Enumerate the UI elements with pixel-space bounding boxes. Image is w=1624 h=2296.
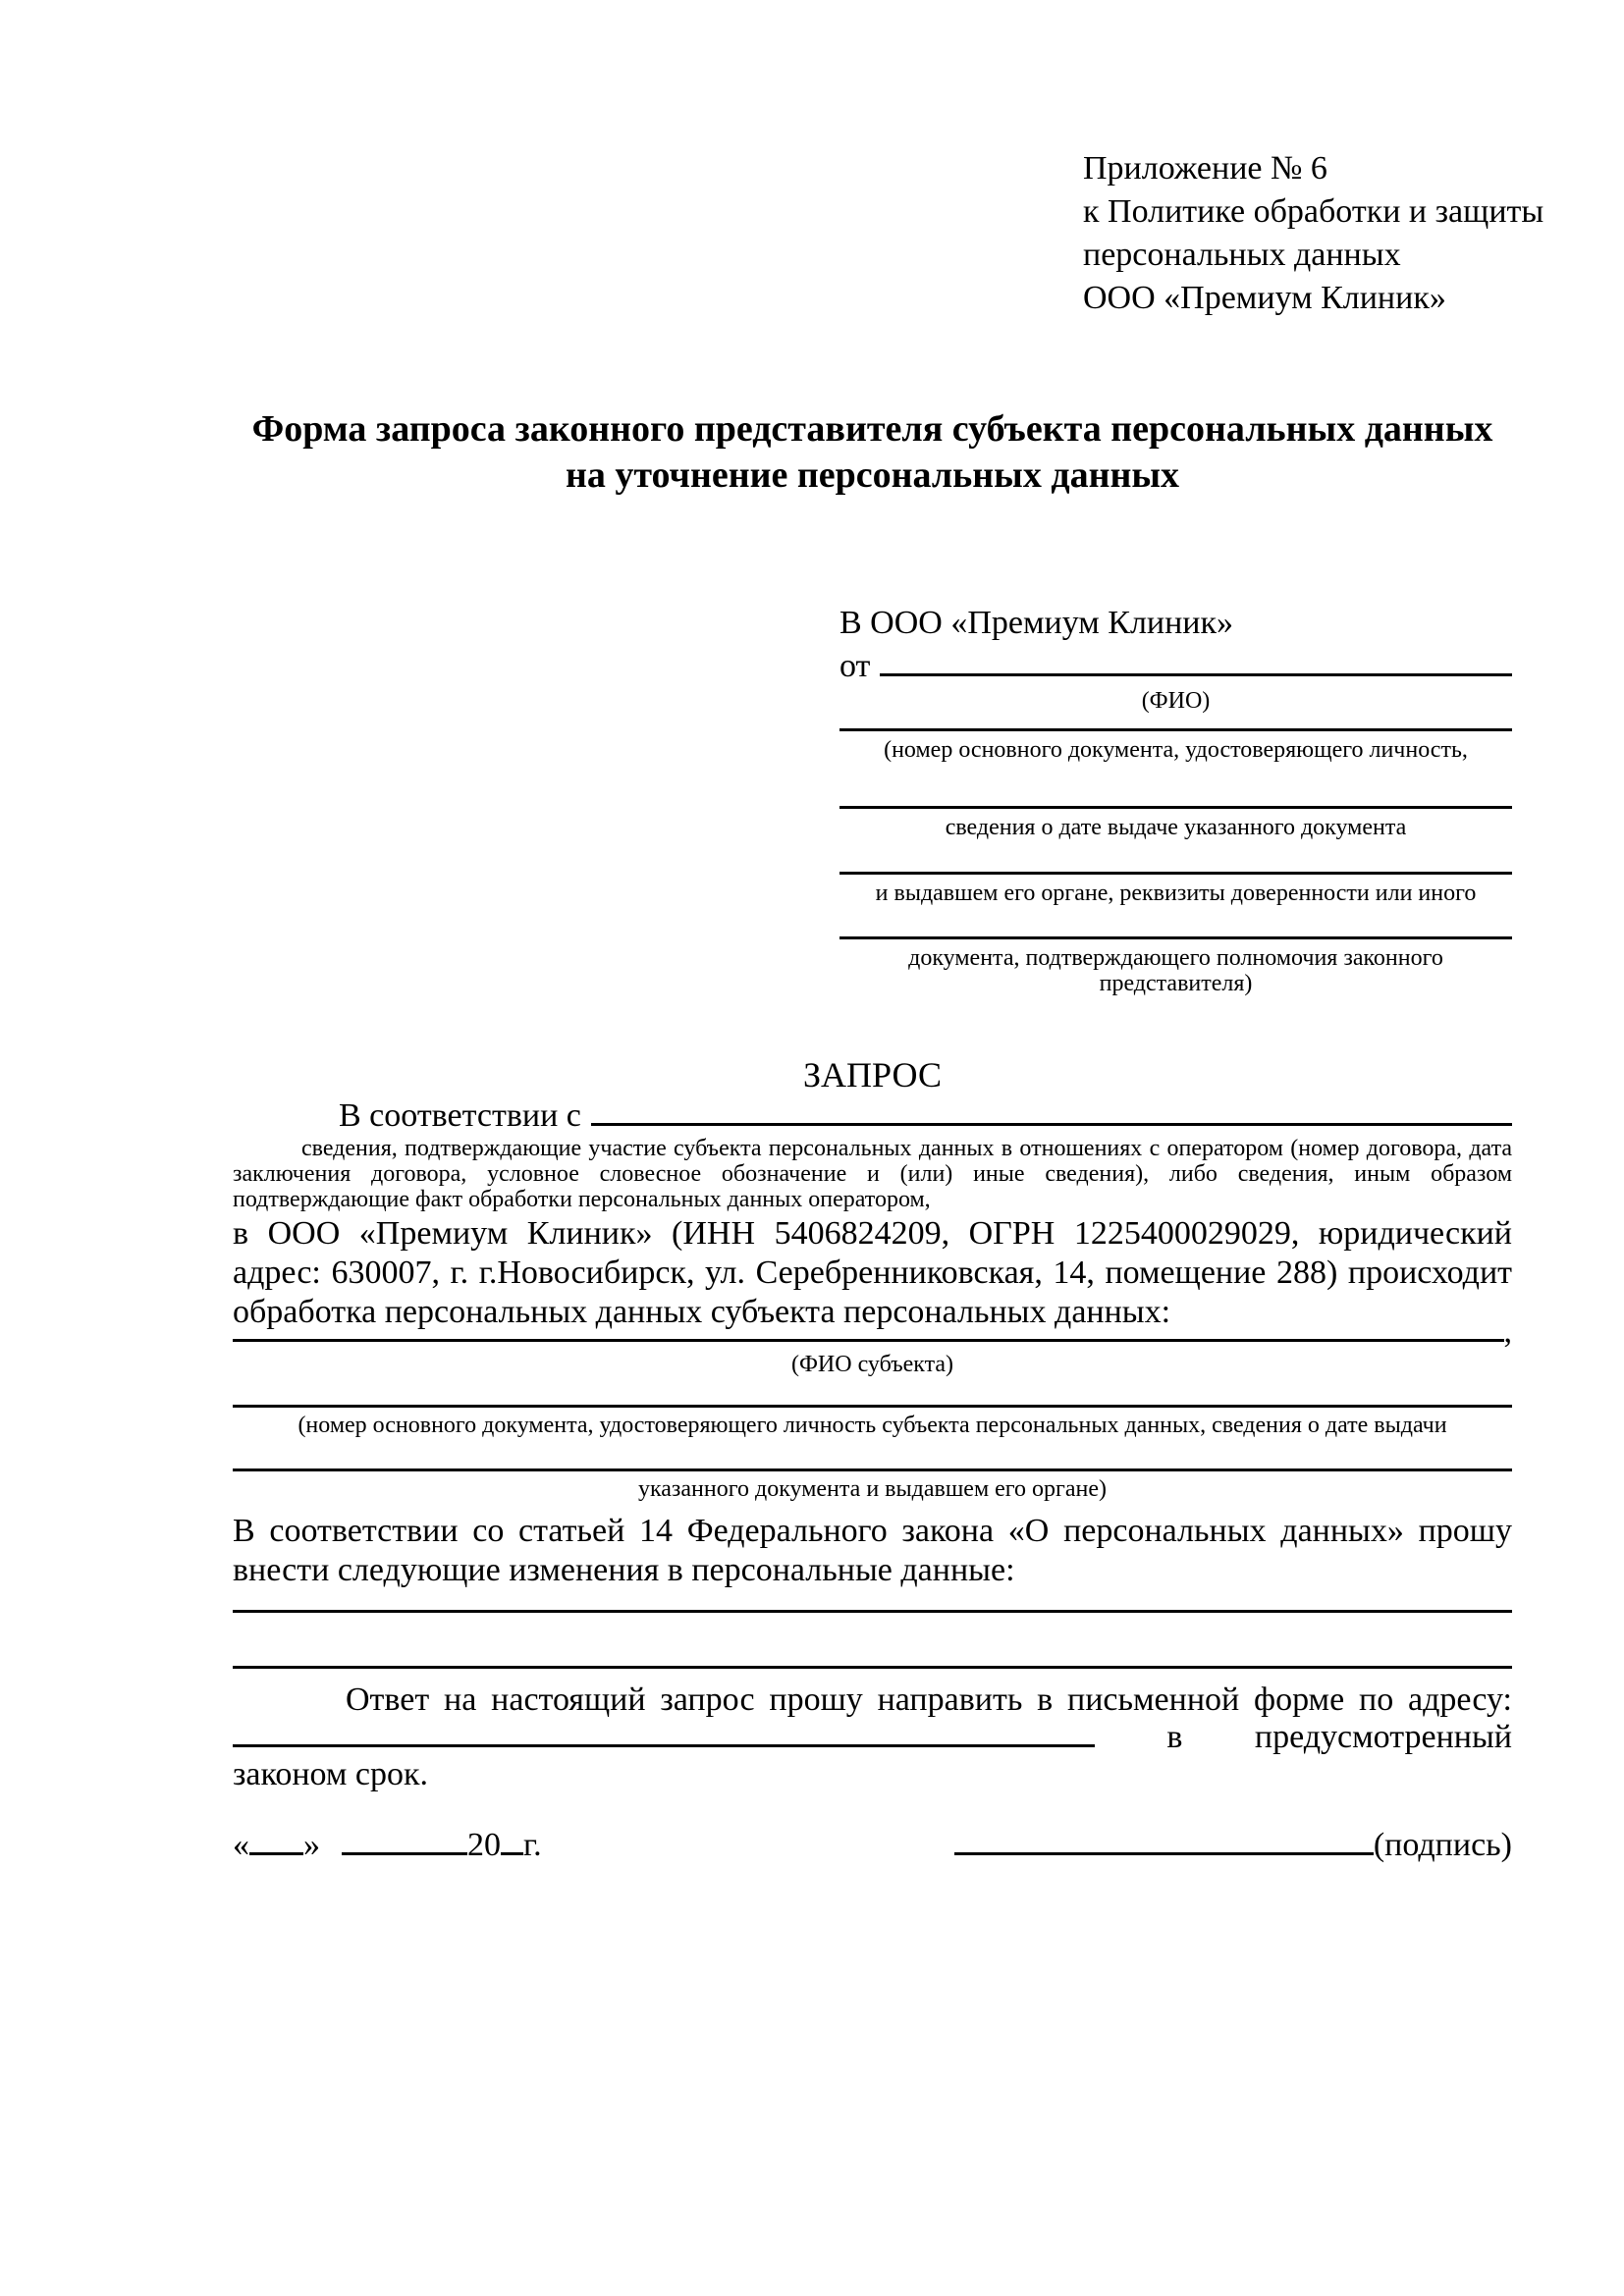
representative-doc-blank-line-4 — [839, 906, 1512, 939]
year-blank-line — [501, 1852, 523, 1855]
addressee-to: В ООО «Премиум Клиник» — [839, 605, 1234, 641]
day-blank-line — [249, 1852, 303, 1855]
representative-doc-blank-line-1 — [839, 714, 1512, 731]
appendix-header-line: Приложение № 6 — [1083, 150, 1327, 187]
reply-word-stipulated: предусмотренный — [1254, 1719, 1512, 1755]
date-field — [233, 1826, 542, 1865]
request-heading: ЗАПРОС — [803, 1055, 942, 1095]
from-label: от — [839, 648, 871, 684]
representative-doc-caption-3: и выдавшем его органе, реквизиты доверенности или иного — [875, 881, 1477, 906]
reply-word-in: в — [1166, 1719, 1183, 1755]
law-paragraph: В соответствии со статьей 14 Федерального закона «О персональных данных» прошу внести следующие изменения в персональные данные: — [233, 1513, 1512, 1588]
subject-doc-caption-1: (номер основного документа, удостоверяющего личность субъекта персональных данных, сведения о дате выдачи — [298, 1413, 1447, 1438]
appendix-header-line: персональных данных — [1083, 237, 1401, 273]
reply-paragraph-line-3: законом срок. — [233, 1756, 428, 1792]
representative-doc-caption-1: (номер основного документа, удостоверяющего личность, — [884, 737, 1468, 763]
changes-blank-line-2 — [233, 1613, 1512, 1669]
representative-doc-caption-2: сведения о дате выдаче указанного документа — [945, 815, 1407, 840]
representative-doc-blank-line-2 — [839, 763, 1512, 809]
signature-blank-line — [954, 1852, 1374, 1855]
subject-doc-caption-2: указанного документа и выдавшем его органе) — [637, 1476, 1108, 1502]
addressee-from-row — [839, 645, 1512, 688]
page-title-line-2: на уточнение персональных данных — [565, 454, 1180, 496]
appendix-header-line: к Политике обработки и защиты — [1083, 193, 1544, 230]
page-title-line-1: Форма запроса законного представителя субъекта персональных данных — [251, 408, 1493, 450]
subject-doc-blank-line-1 — [233, 1377, 1512, 1408]
reply-paragraph-line-1: Ответ на настоящий запрос прошу направить в письменной форме по адресу: — [346, 1682, 1512, 1718]
representative-fio-blank-line — [880, 673, 1512, 676]
year-prefix: 20 — [467, 1827, 501, 1863]
trailing-comma: , — [1503, 1313, 1512, 1350]
signature-field — [954, 1826, 1512, 1865]
year-suffix: г. — [523, 1827, 542, 1863]
representative-doc-blank-line-3 — [839, 840, 1512, 875]
quote-close: » — [303, 1827, 320, 1863]
subject-fio-caption: (ФИО субъекта) — [790, 1352, 954, 1377]
intro-row — [233, 1096, 1512, 1136]
intro-caption: сведения, подтверждающие участие субъекта персональных данных в отношениях с оператором (номер договора, дата заключения договора, условное словесное обозначение и (или) иные сведения), либо сведения, иным образом подтверждающие факт обработки персональных данных оператором, — [233, 1136, 1512, 1212]
changes-blank-line-1 — [233, 1590, 1512, 1613]
fio-caption: (ФИО) — [1141, 688, 1211, 714]
reply-address-blank-line — [233, 1744, 1095, 1747]
addressee-block — [839, 602, 1512, 996]
basis-blank-line — [591, 1123, 1512, 1126]
operator-paragraph: в ООО «Премиум Клиник» (ИНН 5406824209, ОГРН 1225400029029, юридический адрес: 630007, г. г.Новосибирск, ул. Серебренниковская, 14, помещение 288) происходит обработка персональных данных субъекта персональных данных: — [233, 1215, 1512, 1330]
footer-row — [233, 1826, 1512, 1865]
signature-caption: (подпись) — [1373, 1827, 1512, 1863]
subject-doc-blank-line-2 — [233, 1438, 1512, 1471]
quote-open: « — [233, 1827, 249, 1863]
appendix-header-line: ООО «Премиум Клиник» — [1083, 280, 1446, 316]
subject-fio-blank-line — [233, 1339, 1504, 1342]
month-blank-line — [342, 1852, 467, 1855]
reply-address-row — [233, 1720, 1512, 1755]
intro-label: В соответствии с — [339, 1097, 581, 1134]
representative-doc-caption-4: документа, подтверждающего полномочия законного представителя) — [908, 945, 1443, 996]
page-title — [233, 406, 1512, 499]
appendix-header — [1083, 147, 1544, 320]
